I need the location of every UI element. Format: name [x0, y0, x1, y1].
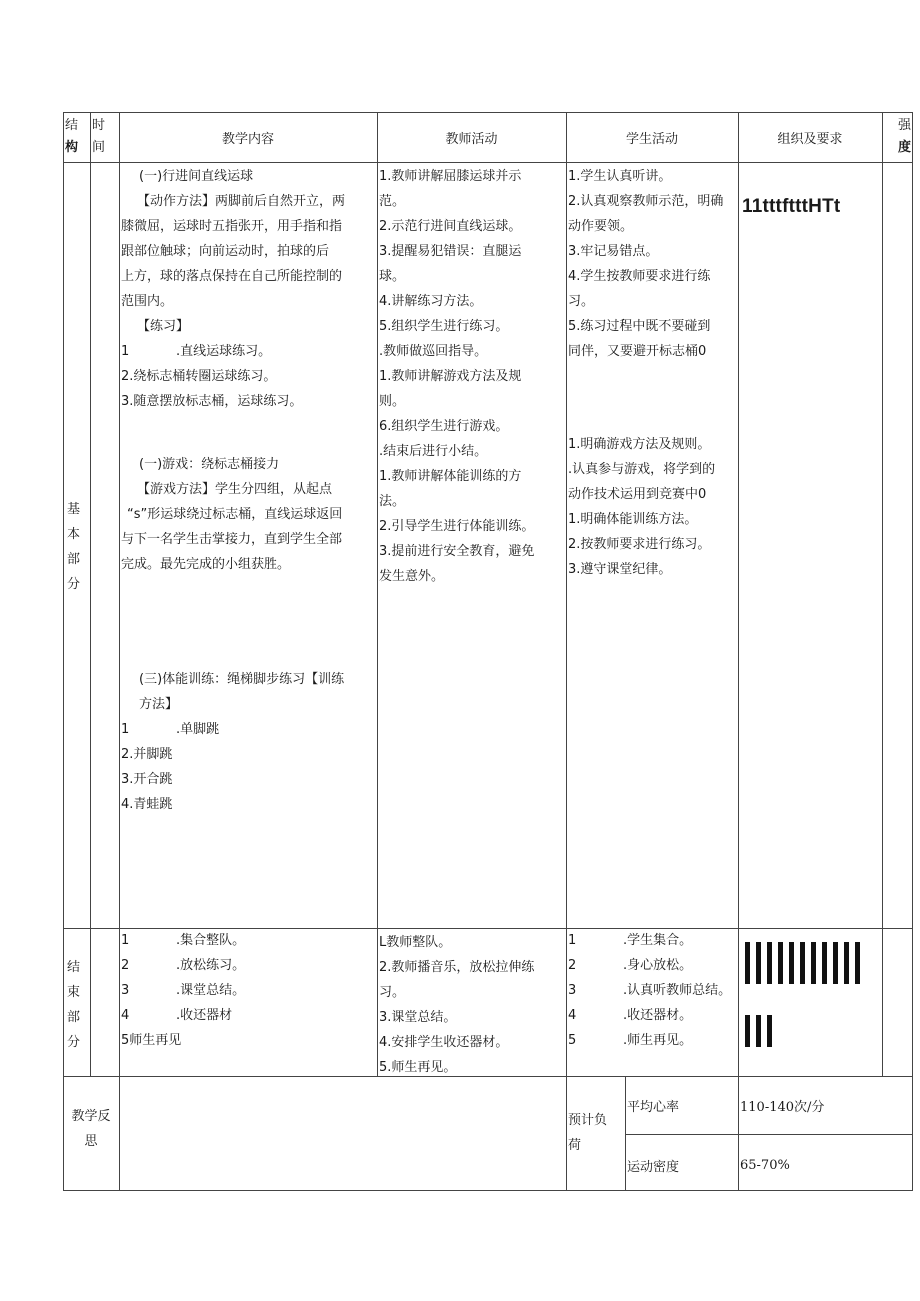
bar-mark — [811, 942, 816, 984]
ending-teacher-line: L教师整队。 — [379, 935, 452, 950]
ending-student-number: 5 — [568, 1033, 577, 1048]
student-line: 5.练习过程中既不要碰到 — [568, 319, 711, 334]
student-line: 习。 — [568, 294, 595, 309]
header-structure-char-1: 结 — [65, 118, 79, 133]
ending-teacher-line: 5.师生再见。 — [379, 1060, 457, 1075]
teacher-line: 则。 — [379, 394, 406, 409]
load-line-2: 荷 — [568, 1138, 582, 1153]
student-line: 同伴，又要避开标志桶0 — [568, 344, 707, 359]
bar-mark — [745, 1015, 750, 1047]
header-teacher: 教师活动 — [445, 131, 498, 147]
basic-label-char-4: 分 — [67, 577, 81, 592]
ending-teacher-line: 习。 — [379, 985, 406, 1000]
section-1-practice-item-3: 3.随意摆放标志桶，运球练习。 — [121, 394, 303, 409]
header-intensity-char-1: 强 — [897, 118, 911, 133]
section-3-item-3: 3.开合跳 — [121, 772, 173, 787]
ending-content-item-4 — [121, 1003, 376, 1028]
section-3-title-line-1: (三)体能训练：绳梯脚步练习【训练 — [139, 672, 345, 687]
training-item-1-number: 1 — [121, 722, 130, 737]
bar-mark — [844, 942, 849, 984]
teacher-line: 6.组织学生进行游戏。 — [379, 419, 509, 434]
teacher-line: 1.教师讲解体能训练的方 — [379, 469, 522, 484]
practice-item-1-text: .直线运球练习。 — [176, 344, 272, 359]
ending-student-item-2 — [568, 953, 738, 978]
section-2-method-line-4: 完成。最先完成的小组获胜。 — [121, 557, 291, 572]
ending-organization-marks-row-2 — [745, 1015, 772, 1047]
section-2-method-line-2: “s”形运球绕过标志桶，直线运球返回 — [127, 507, 343, 522]
basic-label-char-1: 基 — [67, 502, 81, 517]
ending-student-text: .收还器材。 — [623, 1008, 693, 1023]
basic-content — [121, 164, 376, 414]
training-item-1-text: .单脚跳 — [176, 722, 220, 737]
student-line: 1.学生认真听讲。 — [568, 169, 672, 184]
section-1-method-line-1: 【动作方法】两脚前后自然开立，两 — [137, 194, 346, 209]
header-time — [90, 112, 119, 162]
teacher-line: 范。 — [379, 194, 406, 209]
ending-teacher-line: 3.课堂总结。 — [379, 1010, 457, 1025]
teacher-line: 3.提醒易犯错误：直腿运 — [379, 244, 522, 259]
ending-label-char-4: 分 — [67, 1035, 81, 1050]
teaching-reflection-label — [63, 1076, 119, 1190]
ending-student-text: .师生再见。 — [623, 1033, 693, 1048]
ending-content-number: 3 — [121, 983, 130, 998]
expected-load-label — [566, 1076, 625, 1190]
student-line: 3.牢记易错点。 — [568, 244, 659, 259]
basic-content-training — [121, 667, 376, 817]
student-line: .认真参与游戏，将学到的 — [568, 462, 716, 477]
student-line: 3.遵守课堂纪律。 — [568, 562, 672, 577]
section-3-item-2: 2.并脚跳 — [121, 747, 173, 762]
header-organization: 组织及要求 — [777, 131, 843, 147]
ending-student-number: 3 — [568, 983, 577, 998]
basic-student-activities-a — [568, 164, 738, 364]
ending-organization-marks-row-1 — [745, 942, 860, 984]
ending-content-item-1 — [121, 928, 376, 953]
ending-student-number: 1 — [568, 933, 577, 948]
ending-student-activities — [568, 928, 738, 1053]
teacher-line: .结束后进行小结。 — [379, 444, 488, 459]
ending-student-text: .学生集合。 — [623, 933, 693, 948]
section-1-practice-item-1 — [121, 339, 376, 364]
teacher-line: 2.示范行进间直线运球。 — [379, 219, 522, 234]
teacher-line: .教师做巡回指导。 — [379, 344, 488, 359]
header-time-char-2: 间 — [92, 140, 106, 155]
exercise-density-label: 运动密度 — [627, 1159, 680, 1175]
student-line: 1.明确体能训练方法。 — [568, 512, 698, 527]
ending-content-text: .放松练习。 — [176, 958, 246, 973]
ending-teacher-line: 4.安排学生收还器材。 — [379, 1035, 509, 1050]
section-1-title: (一)行进间直线运球 — [139, 169, 254, 184]
header-time-char-1: 时 — [92, 118, 106, 133]
section-3-item-4: 4.青蛙跳 — [121, 797, 173, 812]
teacher-line: 1.教师讲解游戏方法及规 — [379, 369, 522, 384]
ending-content-number: 4 — [121, 1008, 130, 1023]
bar-mark — [745, 942, 750, 984]
teacher-line: 球。 — [379, 269, 406, 284]
basic-teacher-activities — [379, 164, 565, 589]
ending-content-number: 2 — [121, 958, 130, 973]
ending-content-item-3 — [121, 978, 376, 1003]
heart-rate-label: 平均心率 — [627, 1099, 680, 1115]
student-line: 动作要领。 — [568, 219, 634, 234]
bar-mark — [800, 942, 805, 984]
basic-section-label — [63, 497, 90, 597]
ending-content-item-5 — [121, 1028, 376, 1053]
section-1-method-line-3: 跟部位触球；向前运动时，拍球的后 — [121, 244, 330, 259]
section-1-method-line-5: 范围内。 — [121, 294, 174, 309]
basic-organization-text: 11tttftttHTt — [742, 196, 841, 217]
practice-item-1-number: 1 — [121, 344, 130, 359]
header-structure — [63, 112, 90, 162]
bar-mark — [833, 942, 838, 984]
section-2-method-line-1: 【游戏方法】学生分四组，从起点 — [137, 482, 333, 497]
reflection-line-2: 思 — [84, 1134, 98, 1149]
ending-label-char-3: 部 — [67, 1010, 81, 1025]
ending-student-text: .认真听教师总结。 — [623, 983, 732, 998]
teacher-line: 4.讲解练习方法。 — [379, 294, 483, 309]
ending-section-label — [63, 955, 90, 1055]
student-line: 4.学生按教师要求进行练 — [568, 269, 711, 284]
bar-mark — [756, 942, 761, 984]
ending-student-text: .身心放松。 — [623, 958, 693, 973]
ending-content-number: 5 — [121, 1033, 130, 1048]
ending-teacher-line: 2.教师播音乐，放松拉伸练 — [379, 960, 535, 975]
bar-mark — [767, 1015, 772, 1047]
section-2-method-line-3: 与下一名学生击掌接力，直到学生全部 — [121, 532, 343, 547]
teacher-line: 发生意外。 — [379, 569, 445, 584]
section-3-title-line-2: 方法】 — [139, 697, 179, 712]
bar-mark — [756, 1015, 761, 1047]
ending-student-number: 2 — [568, 958, 577, 973]
ending-student-item-4 — [568, 1003, 738, 1028]
teacher-line: 法。 — [379, 494, 406, 509]
ending-content-item-2 — [121, 953, 376, 978]
ending-label-char-1: 结 — [67, 960, 81, 975]
ending-label-char-2: 束 — [67, 985, 81, 1000]
ending-content-text: 师生再见 — [129, 1033, 182, 1048]
student-line: 1.明确游戏方法及规则。 — [568, 437, 711, 452]
student-line: 2.认真观察教师示范，明确 — [568, 194, 724, 209]
student-line: 2.按教师要求进行练习。 — [568, 537, 711, 552]
basic-label-char-3: 部 — [67, 552, 81, 567]
header-intensity — [882, 112, 913, 162]
bar-mark — [767, 942, 772, 984]
bar-mark — [822, 942, 827, 984]
header-student: 学生活动 — [625, 131, 678, 147]
ending-teacher-activities — [379, 930, 565, 1080]
ending-student-number: 4 — [568, 1008, 577, 1023]
header-structure-char-2: 构 — [65, 140, 79, 155]
ending-content-number: 1 — [121, 933, 130, 948]
section-1-practice-heading: 【练习】 — [137, 319, 190, 334]
ending-content-text: .收还器材 — [176, 1008, 233, 1023]
load-line-1: 预计负 — [568, 1113, 608, 1128]
bar-mark — [778, 942, 783, 984]
basic-student-activities-b — [568, 432, 738, 582]
basic-label-char-2: 本 — [67, 527, 81, 542]
header-intensity-char-2: 度 — [897, 140, 911, 155]
ending-content-text: .集合整队。 — [176, 933, 246, 948]
teacher-line: 2.引导学生进行体能训练。 — [379, 519, 535, 534]
ending-content-text: .课堂总结。 — [176, 983, 246, 998]
ending-student-item-3 — [568, 978, 738, 1003]
section-1-method-line-2: 膝微屈，运球时五指张开，用手指和指 — [121, 219, 343, 234]
exercise-density-value: 65-70% — [740, 1157, 790, 1173]
basic-content-game — [121, 452, 376, 577]
ending-student-item-1 — [568, 928, 738, 953]
teacher-line: 3.提前进行安全教育，避免 — [379, 544, 535, 559]
ending-student-item-5 — [568, 1028, 738, 1053]
teacher-line: 1.教师讲解屈膝运球并示 — [379, 169, 522, 184]
header-content: 教学内容 — [221, 131, 274, 147]
ending-content — [121, 928, 376, 1053]
section-1-practice-item-2: 2.绕标志桶转圈运球练习。 — [121, 369, 277, 384]
student-line: 动作技术运用到竞赛中0 — [568, 487, 707, 502]
reflection-line-1: 教学反 — [71, 1109, 111, 1124]
section-1-method-line-4: 上方，球的落点保持在自己所能控制的 — [121, 269, 343, 284]
section-2-title: (一)游戏：绕标志桶接力 — [139, 457, 280, 472]
bar-mark — [789, 942, 794, 984]
heart-rate-value: 110-140次/分 — [740, 1099, 825, 1115]
bar-mark — [855, 942, 860, 984]
section-3-item-1 — [121, 717, 376, 742]
teacher-line: 5.组织学生进行练习。 — [379, 319, 509, 334]
